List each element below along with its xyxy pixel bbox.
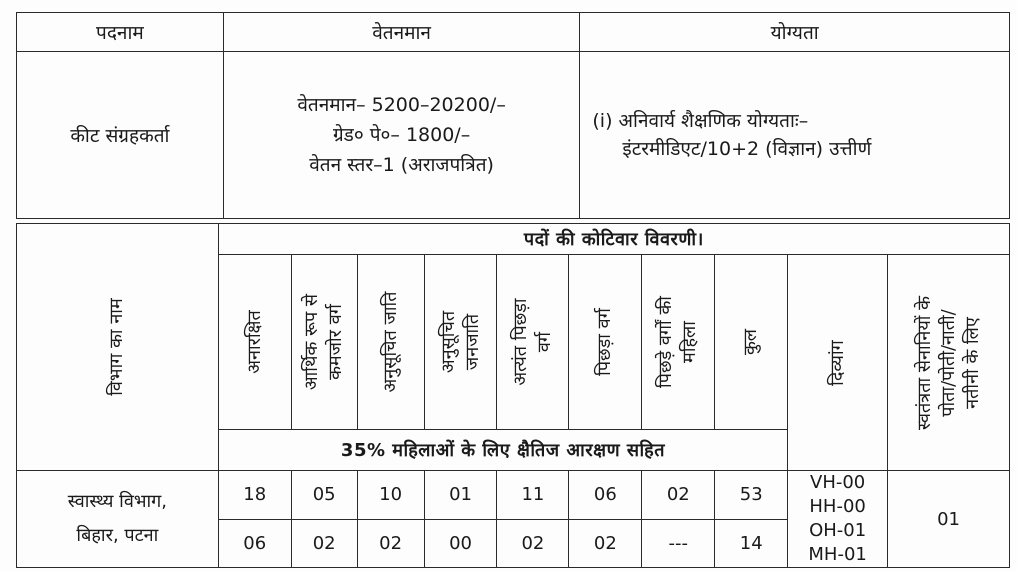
row1-sc: 10 [357, 471, 424, 520]
divyang-vh: VH-00 [810, 472, 866, 493]
row2-total: 14 [715, 519, 788, 568]
department-header-cell [17, 224, 219, 471]
post-details-table [16, 12, 1010, 219]
category-breakdown-table [16, 223, 1010, 568]
category-header [715, 255, 788, 430]
category-header [218, 255, 291, 430]
breakdown-title: पदों की कोटिवार विवरणी। [218, 224, 1009, 255]
pay-line-3: वेतन स्तर–1 (अराजपत्रित) [309, 154, 494, 176]
freedom-fighter-header-cell [888, 255, 1010, 471]
pay-line-1: वेतनमान– 5200–20200/– [297, 94, 506, 116]
department-name [17, 471, 219, 568]
category-header [424, 255, 497, 430]
qualification-line-2: इंटरमीडिएट/10+2 (विज्ञान) उत्तीर्ण [622, 138, 872, 160]
row2-bc: 02 [569, 519, 642, 568]
row2-unreserved: 06 [218, 519, 291, 568]
category-header [357, 255, 424, 430]
reservation-note: 35% महिलाओं के लिए क्षैतिज आरक्षण सहित [218, 430, 787, 471]
category-ebc: अत्यंत पिछड़ा वर्ग [509, 298, 555, 386]
row1-total: 53 [715, 471, 788, 520]
row2-st: 00 [424, 519, 497, 568]
pay-header: वेतनमान [223, 13, 580, 52]
freedom-fighter-value: 01 [888, 471, 1010, 568]
category-bc-women: पिछड़े वर्गों की महिला [655, 296, 701, 388]
category-total: कुल [740, 328, 762, 356]
department-name-line-2: बिहार, पटना [76, 525, 159, 546]
category-sc: अनुसूचित जाति [379, 291, 401, 393]
post-info-row [17, 52, 1010, 219]
top-header-row [17, 13, 1010, 52]
row1-bc-women: 02 [642, 471, 715, 520]
category-ews: आर्थिक रूप से कमजोर वर्ग [301, 293, 347, 391]
row2-ews: 02 [291, 519, 357, 568]
post-header: पदनाम [17, 13, 224, 52]
category-bc: पिछड़ा वर्ग [594, 308, 616, 376]
row1-st: 01 [424, 471, 497, 520]
department-header: विभाग का नाम [106, 298, 128, 396]
divyang-header: दिव्यांग [826, 339, 848, 386]
qualification-line-1: (i) अनिवार्य शैक्षणिक योग्यताः– [592, 110, 809, 132]
divyang-hh: HH-00 [809, 496, 866, 517]
qualification-header: योग्यता [580, 13, 1010, 52]
divyang-mh: MH-01 [808, 544, 867, 565]
row1-ews: 05 [291, 471, 357, 520]
row2-bc-women: --- [642, 519, 715, 568]
category-header [291, 255, 357, 430]
category-unreserved: अनारक्षित [243, 310, 265, 374]
row1-ebc: 11 [497, 471, 569, 520]
category-header [497, 255, 569, 430]
category-header [642, 255, 715, 430]
pay-scale-cell [223, 52, 580, 219]
row1-bc: 06 [569, 471, 642, 520]
row2-ebc: 02 [497, 519, 569, 568]
category-st: अनुसूचित जनजाति [437, 310, 483, 374]
table-row [17, 471, 1010, 520]
category-header [569, 255, 642, 430]
row1-unreserved: 18 [218, 471, 291, 520]
divyang-header-cell [788, 255, 888, 471]
pay-line-2: ग्रेड० पे०– 1800/– [332, 124, 471, 146]
divyang-oh: OH-01 [809, 520, 867, 541]
breakdown-title-row [17, 224, 1010, 255]
divyang-values [788, 471, 888, 568]
department-name-line-1: स्वास्थ्य विभाग, [67, 491, 168, 512]
post-name: कीट संग्रहकर्ता [17, 52, 224, 219]
freedom-fighter-header: स्वतंत्रता सेनानियों के पोता/पोती/नाती/ नतीनी के लिए [913, 295, 983, 430]
row2-sc: 02 [357, 519, 424, 568]
qualification-cell [580, 52, 1010, 219]
